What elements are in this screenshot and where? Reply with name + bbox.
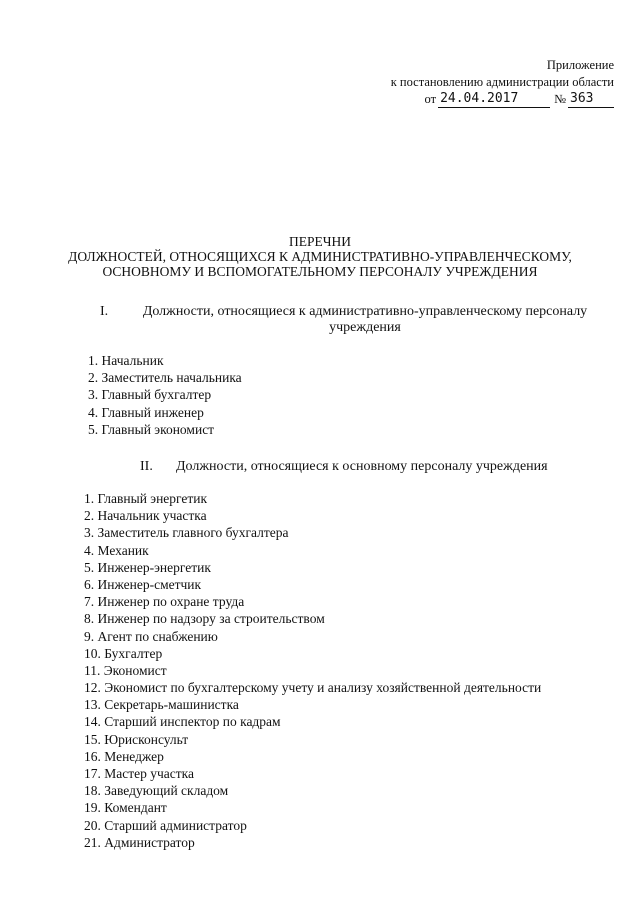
list-item: 19. Комендант [84,800,167,816]
appendix-header [314,57,614,108]
list-item: 5. Инженер-энергетик [84,559,211,575]
list-item: 7. Инженер по охране труда [84,594,245,610]
list-item: 21. Администратор [84,834,195,850]
list-item: 2. Заместитель начальника [88,370,242,386]
list-item: 2. Начальник участка [84,508,207,524]
list-item: 12. Экономист по бухгалтерскому учету и анализу хозяйственной деятельности [84,680,542,696]
list-item: 10. Бухгалтер [84,645,163,661]
list-item: 4. Главный инженер [88,404,204,420]
appendix-label: Приложение [546,58,614,72]
list-item: 9. Агент по снабжению [84,628,218,644]
section-2-list [84,490,541,851]
list-item: 17. Мастер участка [84,766,195,781]
list-item: 4. Механик [84,542,149,558]
list-item: 3. Главный бухгалтер [88,387,212,403]
section-2-numeral: II. [140,459,153,474]
date-prefix: от [424,92,437,106]
section-1-heading [100,304,610,336]
document-title [0,234,640,279]
list-item: 11. Экономист [84,662,167,678]
list-item: 13. Секретарь-машинистка [84,697,239,713]
list-item: 20. Старший администратор [84,817,247,833]
appendix-reference: к постановлению администрации области [390,75,614,89]
section-2-heading-text: Должности, относящиеся к основному персоналу учреждения [176,459,548,474]
handwritten-number: 363 [568,91,614,108]
handwritten-date: 24.04.2017 [438,91,550,108]
list-item: 1. Начальник [88,353,164,368]
list-item: 1. Главный энергетик [84,491,208,506]
list-item: 18. Заведующий складом [84,783,229,799]
section-1-heading-line-2: учреждения [329,320,401,335]
list-item: 5. Главный экономист [88,421,215,437]
title-line-1: ПЕРЕЧНИ [288,234,352,249]
number-prefix: № [554,92,566,106]
section-1-list [88,352,242,438]
title-line-2: ДОЛЖНОСТЕЙ, ОТНОСЯЩИХСЯ К АДМИНИСТРАТИВНО-УПРАВЛЕНЧЕСКОМУ, [68,249,572,264]
list-item: 6. Инженер-сметчик [84,576,202,592]
section-1-numeral: I. [100,304,109,319]
section-2-heading [140,459,620,475]
appendix-date-number-row [314,91,614,108]
list-item: 8. Инженер по надзору за строительством [84,611,325,627]
list-item: 3. Заместитель главного бухгалтера [84,525,289,541]
list-item: 15. Юрисконсульт [84,731,189,747]
list-item: 16. Менеджер [84,748,164,764]
title-line-3: ОСНОВНОМУ И ВСПОМОГАТЕЛЬНОМУ ПЕРСОНАЛУ УЧРЕЖДЕНИЯ [102,264,538,279]
list-item: 14. Старший инспектор по кадрам [84,714,281,730]
section-1-heading-line-1: Должности, относящиеся к административно-управленческому персоналу [142,304,588,319]
